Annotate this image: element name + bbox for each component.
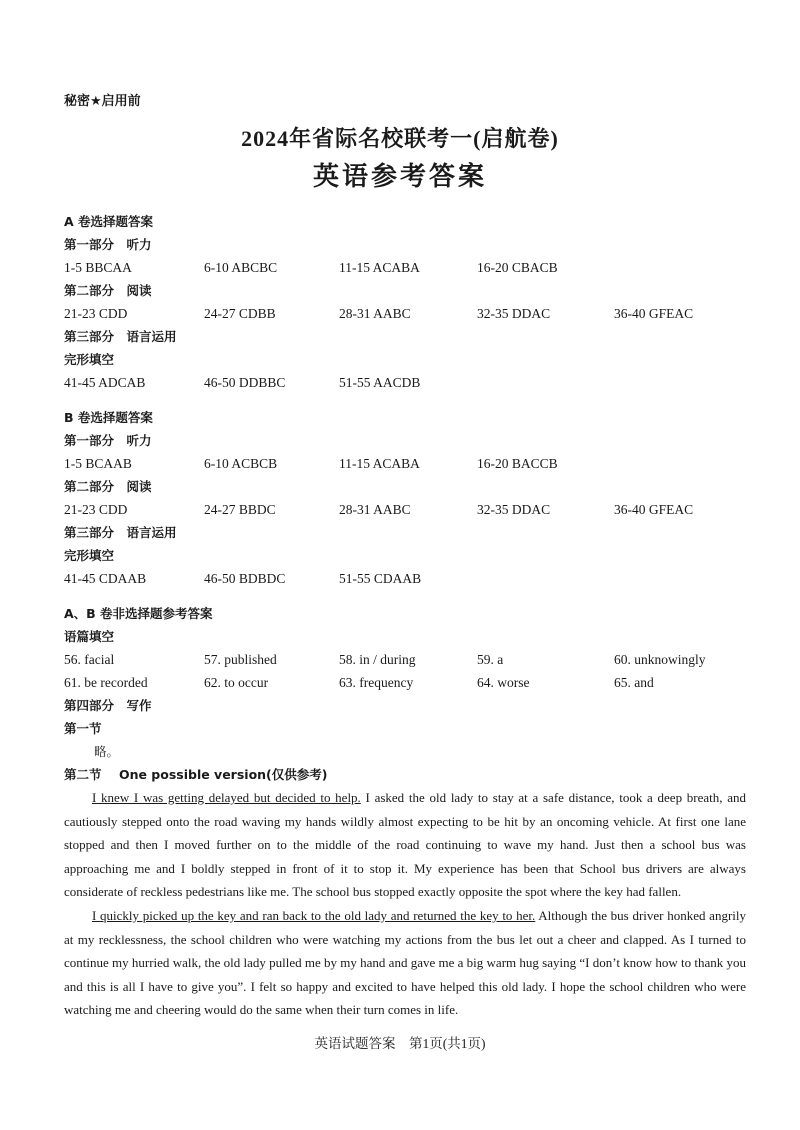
section2-label: 第二节	[64, 767, 102, 782]
paper-b-heading: B 卷选择题答案	[64, 410, 153, 425]
essay-paragraph-1	[64, 786, 746, 904]
fill-answer: 62. to occur	[204, 675, 269, 690]
answer-group: 24-27 BBDC	[204, 502, 276, 517]
answer-group: 46-50 DDBBC	[204, 375, 286, 390]
paper-a-part1-label: 第一部分 听力	[64, 237, 152, 252]
answer-group: 51-55 AACDB	[339, 375, 421, 390]
answer-group: 41-45 ADCAB	[64, 375, 146, 390]
answer-group: 1-5 BBCAA	[64, 260, 132, 275]
writing-part-label: 第四部分 写作	[64, 698, 152, 713]
fill-answer: 61. be recorded	[64, 675, 148, 690]
fill-answer: 65. and	[614, 675, 654, 690]
answer-group: 32-35 DDAC	[477, 502, 551, 517]
answer-group: 1-5 BCAAB	[64, 456, 132, 471]
paper-b-cloze-label: 完形填空	[64, 548, 115, 563]
paper-b-part3-label: 第三部分 语言运用	[64, 525, 177, 540]
answer-group: 41-45 CDAAB	[64, 571, 147, 586]
writing-section1-body: 略。	[94, 744, 120, 759]
sample-essay	[64, 786, 746, 1022]
exam-title: 2024年省际名校联考一(启航卷)	[241, 126, 559, 151]
answer-group: 11-15 ACABA	[339, 456, 420, 471]
document-subtitle: 英语参考答案	[312, 162, 487, 192]
answer-group: 46-50 BDBDC	[204, 571, 286, 586]
fill-answer: 60. unknowingly	[614, 652, 706, 667]
writing-section1-label: 第一节	[64, 721, 102, 736]
fill-answer: 57. published	[204, 652, 277, 667]
fill-answer: 56. facial	[64, 652, 115, 667]
paper-a-part2-label: 第二部分 阅读	[64, 283, 152, 298]
paper-b-part2-label: 第二部分 阅读	[64, 479, 152, 494]
fill-answer: 64. worse	[477, 675, 530, 690]
answer-group: 28-31 AABC	[339, 306, 411, 321]
answer-group: 6-10 ABCBC	[204, 260, 278, 275]
paper-b-part3-answers	[64, 567, 744, 590]
paper-b-part1-answers	[64, 452, 744, 475]
answer-group: 32-35 DDAC	[477, 306, 551, 321]
section2-title: One possible version(仅供参考)	[118, 767, 328, 782]
answer-content	[64, 210, 747, 1022]
fill-answer: 58. in / during	[339, 652, 416, 667]
paper-a-part3-label: 第三部分 语言运用	[64, 329, 177, 344]
answer-group: 28-31 AABC	[339, 502, 411, 517]
fill-answer: 63. frequency	[339, 675, 414, 690]
answer-group: 16-20 CBACB	[477, 260, 558, 275]
grammar-fill-label: 语篇填空	[64, 629, 115, 644]
paper-a-cloze-label: 完形填空	[64, 352, 115, 367]
answer-group: 24-27 CDBB	[204, 306, 276, 321]
answer-group: 36-40 GFEAC	[614, 502, 694, 517]
grammar-fill-row-2	[64, 671, 744, 694]
answer-group: 11-15 ACABA	[339, 260, 420, 275]
answer-group: 21-23 CDD	[64, 306, 128, 321]
essay-paragraph-2	[64, 904, 746, 1022]
paragraph-text: Although the bus driver honked angrily at my recklessness, the school children who were watching my actions from the bus let out a cheer and clapped. As I turned to continue my hurried walk, the old lady pulled me by my hand and gave me a big warm hug saying “I don’t know how to thank you and this is all I have to give you”. I felt so happy and excited to have helped this old lady. I hope the school children who were watching me and cheering would do the same when their turn comes in life.	[64, 907, 747, 1018]
paper-b-part1-label: 第一部分 听力	[64, 433, 152, 448]
confidential-label: 秘密★启用前	[64, 94, 141, 109]
answer-group: 21-23 CDD	[64, 502, 128, 517]
paper-b-part2-answers	[64, 498, 744, 521]
paper-a-heading: A 卷选择题答案	[64, 214, 154, 229]
page-footer: 英语试题答案 第1页(共1页)	[314, 1036, 486, 1051]
answer-group: 36-40 GFEAC	[614, 306, 694, 321]
paragraph-text: I asked the old lady to stay at a safe distance, took a deep breath, and cautiously stepped onto the road waving my hands wildly almost expecting to be hit by an oncoming vehicle. At first one lane stopped and then I moved further on to the middle of the road continuing to wave my hand. Just then a school bus was approaching me and I boldly stepped in front of it to stop it. My experience has been that School bus drivers are always considerate of reckless pedestrians like me. The school bus stopped exactly opposite the spot where the key had fallen.	[64, 790, 747, 900]
given-opening-sentence: I quickly picked up the key and ran back to the old lady and returned the key to her.	[92, 907, 536, 923]
answer-group: 6-10 ACBCB	[204, 456, 278, 471]
fill-answer: 59. a	[477, 652, 504, 667]
given-opening-sentence: I knew I was getting delayed but decided to help.	[92, 790, 361, 805]
non-choice-heading: A、B 卷非选择题参考答案	[64, 606, 213, 621]
paper-a-part1-answers	[64, 256, 744, 279]
answer-group: 16-20 BACCB	[477, 456, 558, 471]
paper-a-part3-answers	[64, 371, 744, 394]
paper-a-part2-answers	[64, 302, 744, 325]
writing-section2-heading	[64, 763, 744, 786]
grammar-fill-row-1	[64, 648, 744, 671]
answer-group: 51-55 CDAAB	[339, 571, 422, 586]
